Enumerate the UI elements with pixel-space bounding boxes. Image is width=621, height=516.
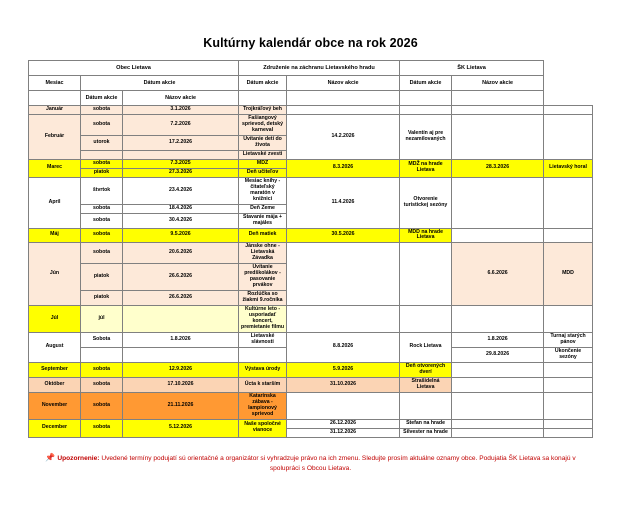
cell-datum	[123, 347, 239, 362]
cell-den: piatok	[81, 264, 123, 291]
cell-z-nazov: MDŽ na hrade Lietava	[400, 159, 452, 177]
cell-z-datum: 11.4.2026	[287, 177, 400, 228]
cell-z-datum: 5.9.2026	[287, 362, 400, 377]
cell-sk-datum	[452, 392, 544, 419]
cell-den: júl	[81, 306, 123, 333]
cell-sk-nazov	[544, 114, 593, 159]
cell-datum: 7.2.2026	[123, 114, 239, 135]
cell-z-nazov	[400, 392, 452, 419]
table-column-header-row	[29, 76, 593, 91]
cell-nazov: Deň matiek	[239, 228, 287, 243]
col-datum-akcie-obec: Dátum akcie	[81, 76, 239, 91]
cell-den: piatok	[81, 291, 123, 306]
col-nazov-akcie-zdruzenie: Názov akcie	[287, 76, 400, 91]
cell-den: sobota	[81, 419, 123, 437]
cell-sk-datum: 6.6.2026	[452, 243, 544, 306]
cell-z-nazov: Otvorenie turistickej sezóny	[400, 177, 452, 228]
cell-datum: 27.3.2026	[123, 168, 239, 177]
cell-den: sobota	[81, 159, 123, 168]
table-subheader-row	[29, 91, 593, 106]
cell-datum: 7.3.2025	[123, 159, 239, 168]
group-header-sk: ŠK Lietava	[400, 61, 544, 76]
cell-mesiac: Október	[29, 377, 81, 392]
cell-mesiac: Máj	[29, 228, 81, 243]
page-title: Kultúrny kalendár obce na rok 2026	[203, 36, 418, 50]
cell-sk-datum: 28.3.2026	[452, 159, 544, 177]
cell-sk-datum	[452, 377, 544, 392]
table-row	[29, 106, 593, 115]
table-row	[29, 114, 593, 135]
table-row	[29, 362, 593, 377]
col-datum-akcie-sk: Dátum akcie	[400, 76, 452, 91]
cell-datum: 26.6.2026	[123, 264, 239, 291]
cell-mesiac: Marec	[29, 159, 81, 177]
cell-sk-datum	[452, 177, 544, 228]
cell-z-nazov: Deň otvorených dverí	[400, 362, 452, 377]
col-empty-sub-4	[452, 91, 544, 106]
cell-nazov: MDŽ	[239, 159, 287, 168]
col-nazov-sub: Názov akcie	[123, 91, 239, 106]
cell-datum	[123, 150, 239, 159]
cell-nazov: Kultúrne leto - usporiadať koncert, premietanie filmu	[239, 306, 287, 333]
col-datum-akcie-zdruzenie: Dátum akcie	[239, 76, 287, 91]
cell-den: sobota	[81, 213, 123, 228]
cell-den: sobota	[81, 243, 123, 264]
col-mesiac-sub	[29, 91, 81, 106]
cell-sk-nazov	[544, 419, 593, 428]
cell-nazov: Úcta k starším	[239, 377, 287, 392]
cell-sk-datum	[452, 114, 544, 159]
group-header-obec: Obec Lietava	[29, 61, 239, 76]
cell-z-nazov	[400, 106, 452, 115]
cell-datum: 21.11.2026	[123, 392, 239, 419]
cultural-calendar-table	[28, 60, 593, 438]
cell-z-nazov: Rock Lietava	[400, 333, 452, 363]
cell-nazov: Trojkráľový beh	[239, 106, 287, 115]
cell-sk-nazov	[544, 106, 593, 115]
cell-nazov: Rozlúčka so žiakmi 9.ročníka	[239, 291, 287, 306]
cell-mesiac: Február	[29, 114, 81, 159]
cell-den	[81, 347, 123, 362]
cell-den: Sobota	[81, 333, 123, 348]
group-header-zdruzenie: Združenie na záchranu Lietavského hradu	[239, 61, 400, 76]
col-empty-sub-2	[287, 91, 400, 106]
cell-den	[81, 150, 123, 159]
cell-mesiac: Jún	[29, 243, 81, 306]
cell-sk-datum	[452, 106, 544, 115]
cell-z-datum: 8.3.2026	[287, 159, 400, 177]
cell-nazov: Lietavské zvesti	[239, 150, 287, 159]
cell-sk-nazov	[544, 377, 593, 392]
table-row	[29, 306, 593, 333]
pin-icon: 📌	[45, 452, 56, 462]
col-nazov-akcie-sk: Názov akcie	[452, 76, 544, 91]
cell-nazov: Jánske ohne - Lietavská Závadka	[239, 243, 287, 264]
col-datum-sub: Dátum akcie	[81, 91, 123, 106]
cell-mesiac: Júl	[29, 306, 81, 333]
cell-sk-nazov	[544, 177, 593, 228]
cell-sk-datum	[452, 362, 544, 377]
cell-mesiac: Apríl	[29, 177, 81, 228]
cell-den: sobota	[81, 377, 123, 392]
document-page	[0, 36, 621, 516]
cell-den: štvrtok	[81, 177, 123, 204]
cell-z-datum: 31.12.2026	[287, 428, 400, 437]
cell-z-datum	[287, 106, 400, 115]
cell-z-datum	[287, 306, 400, 333]
cell-sk-datum	[452, 306, 544, 333]
cell-datum: 20.6.2026	[123, 243, 239, 264]
cell-nazov	[239, 347, 287, 362]
cell-z-datum: 8.8.2026	[287, 333, 400, 363]
table-row	[29, 419, 593, 428]
table-row	[29, 333, 593, 348]
cell-z-datum	[287, 243, 400, 306]
cell-sk-datum: 29.8.2026	[452, 347, 544, 362]
cell-z-datum: 30.5.2026	[287, 228, 400, 243]
cell-z-nazov: Štefan na hrade	[400, 419, 452, 428]
cell-nazov: Stavanie mája + majáles	[239, 213, 287, 228]
cell-sk-datum	[452, 428, 544, 437]
cell-mesiac: September	[29, 362, 81, 377]
cell-den: sobota	[81, 204, 123, 213]
notice-text: Uvedené termíny podujatí sú orientačné a organizátor si vyhradzuje právo na ich zmenu. Sledujte prosím aktuálne oznamy obce. Podujatia ŠK Lietava sa konajú v spolupráci s Obcou Lietava.	[101, 454, 576, 473]
table-group-header-row	[29, 61, 593, 76]
cell-nazov: Deň učiteľov	[239, 168, 287, 177]
cell-nazov: Lietavské slávnosti	[239, 333, 287, 348]
table-row	[29, 177, 593, 204]
cell-nazov: Uvítanie predškolákov - pasovanie prvákov	[239, 264, 287, 291]
table-row	[29, 377, 593, 392]
cell-nazov: Katarínska zábava - lampionový sprievod	[239, 392, 287, 419]
cell-den: sobota	[81, 392, 123, 419]
cell-z-nazov: Silvester na hrade	[400, 428, 452, 437]
cell-datum: 30.4.2026	[123, 213, 239, 228]
col-empty-sub-3	[400, 91, 452, 106]
table-row	[29, 243, 593, 264]
cell-sk-nazov: Turnaj starých pánov	[544, 333, 593, 348]
cell-datum: 9.5.2026	[123, 228, 239, 243]
notice-label: Upozornenie:	[57, 454, 100, 462]
cell-datum: 5.12.2026	[123, 419, 239, 437]
cell-z-nazov: Strašidelná Lietava	[400, 377, 452, 392]
cell-z-nazov	[400, 306, 452, 333]
cell-datum: 17.10.2026	[123, 377, 239, 392]
cell-sk-nazov: MDD	[544, 243, 593, 306]
table-row	[29, 228, 593, 243]
cell-mesiac: Január	[29, 106, 81, 115]
cell-den: sobota	[81, 114, 123, 135]
cell-datum	[123, 306, 239, 333]
cell-nazov: Naše spoločné vianoce	[239, 419, 287, 437]
cell-mesiac: November	[29, 392, 81, 419]
cell-nazov: Mesiac knihy - čitateľský maratón v knižnici	[239, 177, 287, 204]
cell-z-nazov: MDD na hrade Lietava	[400, 228, 452, 243]
cell-datum: 23.4.2026	[123, 177, 239, 204]
cell-z-datum: 14.2.2026	[287, 114, 400, 159]
cell-datum: 12.9.2026	[123, 362, 239, 377]
cell-sk-datum	[452, 228, 544, 243]
col-mesiac: Mesiac	[29, 76, 81, 91]
cell-sk-nazov	[544, 362, 593, 377]
cell-sk-nazov	[544, 306, 593, 333]
cell-datum: 26.6.2026	[123, 291, 239, 306]
cell-nazov: Fašiangový sprievod, detský karneval	[239, 114, 287, 135]
cell-z-nazov	[400, 243, 452, 306]
cell-datum: 3.1.2026	[123, 106, 239, 115]
cell-datum: 1.8.2026	[123, 333, 239, 348]
cell-sk-datum	[452, 419, 544, 428]
col-empty-sub-1	[239, 91, 287, 106]
cell-z-datum	[287, 392, 400, 419]
cell-sk-nazov	[544, 228, 593, 243]
cell-mesiac: December	[29, 419, 81, 437]
cell-sk-datum: 1.8.2026	[452, 333, 544, 348]
cell-nazov: Deň Zeme	[239, 204, 287, 213]
cell-sk-nazov	[544, 428, 593, 437]
cell-nazov: Výstava úrody	[239, 362, 287, 377]
cell-z-nazov: Valentín aj pre nezamilovaných	[400, 114, 452, 159]
cell-z-datum: 31.10.2026	[287, 377, 400, 392]
cell-den: sobota	[81, 106, 123, 115]
cell-den: piatok	[81, 168, 123, 177]
cell-datum: 17.2.2026	[123, 135, 239, 150]
cell-den: sobota	[81, 228, 123, 243]
cell-sk-nazov: Lietavský horal	[544, 159, 593, 177]
cell-den: sobota	[81, 362, 123, 377]
notice-block	[41, 452, 581, 475]
cell-nazov: Uvítanie detí do života	[239, 135, 287, 150]
cell-datum: 18.4.2026	[123, 204, 239, 213]
cell-sk-nazov: Ukončenie sezóny	[544, 347, 593, 362]
table-row	[29, 392, 593, 419]
cell-sk-nazov	[544, 392, 593, 419]
cell-mesiac: August	[29, 333, 81, 363]
table-row	[29, 159, 593, 168]
cell-den: utorok	[81, 135, 123, 150]
cell-z-datum: 26.12.2026	[287, 419, 400, 428]
